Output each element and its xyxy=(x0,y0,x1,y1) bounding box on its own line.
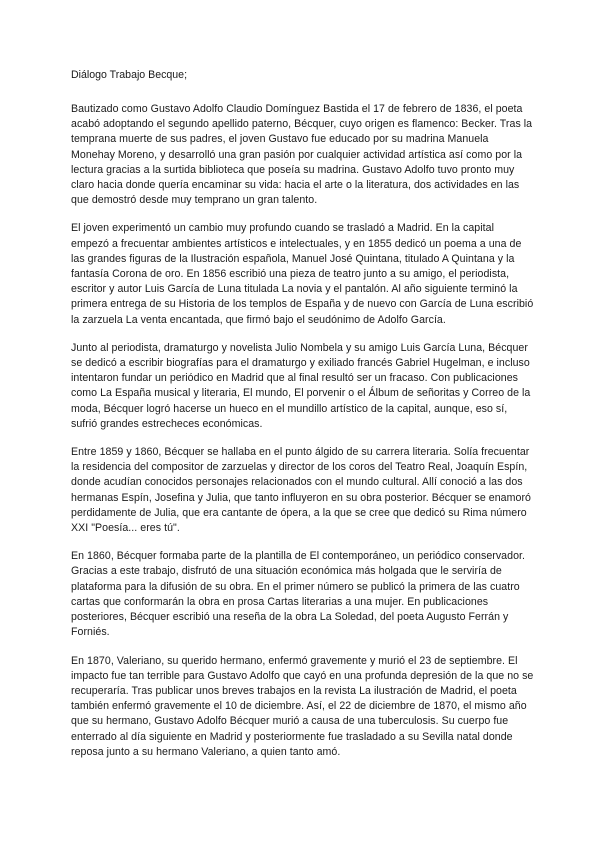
paragraph-4: Entre 1859 y 1860, Bécquer se hallaba en el punto álgido de su carrera literaria. Solía frecuentar la residencia del compositor de zarzuelas y director de los coros del Teatro Real, Joaquín Espín, donde acudían conocidos personajes relacionados con el mundo cultural. Allí conoció a las dos hermanas Espín, Josefina y Julia, que tanto influyeron en su obra posterior. Bécquer se enamoró perdidamente de Julia, que era cantante de ópera, a la que se cree que dedicó su Rima número XXI "Poesía... eres tú". xyxy=(71,446,531,535)
document-title: Diálogo Trabajo Becque; xyxy=(71,69,188,81)
paragraph-6: En 1870, Valeriano, su querido hermano, enfermó gravemente y murió el 23 de septiembre. El impacto fue tan terrible para Gustavo Adolfo que cayó en una profunda depresión de la que no se recuperaría. Tras publicar unos breves trabajos en la revista La ilustración de Madrid, el poeta también enfermó gravemente el 10 de diciembre. Así, el 22 de diciembre de 1870, el mismo año que su hermano, Gustavo Adolfo Bécquer murió a causa de una tuberculosis. Su cuerpo fue enterrado al día siguiente en Madrid y posteriormente fue trasladado a su Sevilla natal donde reposa junto a su hermano Valeriano, a quien tanto amó. xyxy=(71,654,534,758)
paragraph-2: El joven experimentó un cambio muy profundo cuando se trasladó a Madrid. En la capital empezó a frecuentar ambientes artísticos e intelectuales, y en 1855 dedicó un poema a una de las grandes figuras de la Ilustración española, Manuel José Quintana, titulado A Quintana y la fantasía Corona de oro. En 1856 escribió una pieza de teatro junto a su amigo, el periodista, escritor y autor Luis García de Luna titulada La novia y el pantalón. Al año siguiente terminó la primera entrega de su Historia de los templos de España y de nuevo con García de Luna escribió la zarzuela La venta encantada, que firmó bajo el seudónimo de Adolfo García. xyxy=(71,222,534,326)
paragraph-3: Junto al periodista, dramaturgo y novelista Julio Nombela y su amigo Luis García Luna, Bécquer se dedicó a escribir biografías para el dramaturgo y exiliado francés Gabriel Hugelman, e incluso intentaron fundar un periódico en Madrid que al final resultó ser un fracaso. Con publicaciones como La España musical y literaria, El mundo, El porvenir o el Álbum de señoritas y Correo de la moda, Bécquer logró hacerse un hueco en el mundillo artístico de la capital, aunque, eso sí, sufrió grandes estrecheces económicas. xyxy=(71,341,531,430)
paragraph-1: Bautizado como Gustavo Adolfo Claudio Domínguez Bastida el 17 de febrero de 1836, el poeta acabó adoptando el segundo apellido paterno, Bécquer, cuyo origen es flamenco: Becker. Tras la temprana muerte de sus padres, el joven Gustavo fue educado por su madrina Manuela Monehay Moreno, y desarrolló una gran pasión por cualquier actividad artística así como por la lectura gracias a la surtida biblioteca que poseía su madrina. Gustavo Adolfo tuvo pronto muy claro hacia donde quería encaminar su vida: hacia el arte o la literatura, dos actividades en las que demostró desde muy temprano un gran talento. xyxy=(71,103,533,207)
paragraph-5: En 1860, Bécquer formaba parte de la plantilla de El contemporáneo, un periódico conservador. Gracias a este trabajo, disfrutó de una situación económica más holgada que le serviría de plataforma para la difusión de su obra. En el primer número se publicó la primera de las cuatro cartas que conformarán la obra en prosa Cartas literarias a una mujer. En publicaciones posteriores, Bécquer escribió una reseña de la obra La Soledad, del poeta Augusto Ferrán y Forniés. xyxy=(71,550,525,639)
